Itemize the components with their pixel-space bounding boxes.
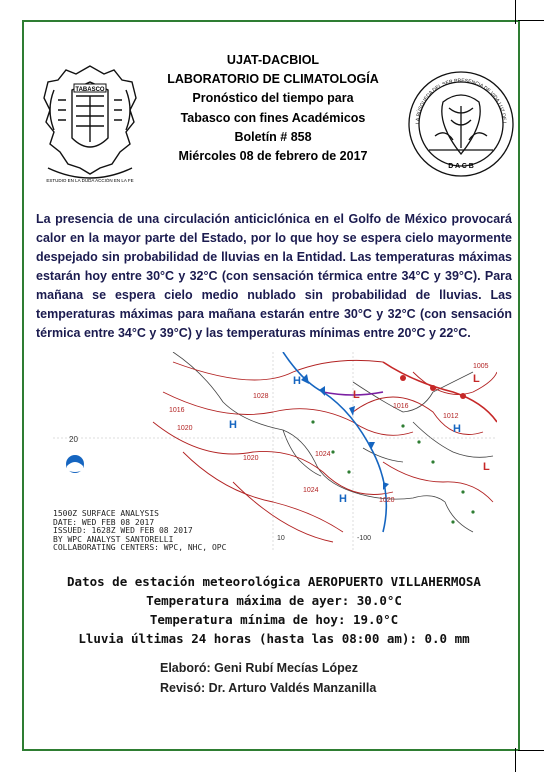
coastline-lines <box>173 352 493 532</box>
low-pressure-center: L <box>353 389 360 401</box>
high-pressure-center: H <box>339 493 347 505</box>
seal-motto-text: ESTUDIO EN LA DUDA ACCIÓN EN LA FE <box>46 178 134 183</box>
warm-front-semicircles <box>400 375 466 399</box>
map-caption-line: DATE: WED FEB 08 2017 <box>53 517 155 527</box>
station-plots <box>311 420 474 523</box>
map-caption-line: 1500Z SURFACE ANALYSIS <box>53 509 159 518</box>
institution-name: UJAT-DACBIOL <box>226 53 320 67</box>
forecast-paragraph: La presencia de una circulación anticiclónica en el Golfo de México provocará calor en la mayor parte del Estado, por lo que hoy se espera cielo mayormente despejado sin probabilidad de lluvias en la Entidad. Las temperaturas máximas estarán hoy entre 30°C y 32°C (con sensación térmica entre 34°C y 39°C). Para mañana se espera cielo medio nublado sin probabilidad de lluvias. Las temperaturas máximas para mañana estarán entre 30°C y 32°C (con sensación térmica entre 34°C y 39°C) y las temperaturas mínimas entre 20°C y 22°C. <box>36 212 512 340</box>
forecast-title-line1: Pronóstico del tiempo para <box>192 91 354 106</box>
isobar-label: 1005 <box>473 363 489 370</box>
high-pressure-center: H <box>293 375 301 387</box>
low-pressure-center: L <box>483 461 490 473</box>
isobar-label: 1020 <box>177 425 193 432</box>
isobar-label: 1020 <box>379 497 395 504</box>
isobar-label: 1016 <box>169 407 185 414</box>
low-pressure-center: L <box>473 373 480 385</box>
bulletin-header <box>150 51 396 166</box>
isobar-label: 1024 <box>303 487 319 494</box>
seal-banner-text: TABASCO <box>75 87 105 93</box>
seal-arc-text: LA BÚSQUEDA DEL SER PRESENCIA DE VIDA LUZ DE L <box>414 77 508 125</box>
bulletin-date: Miércoles 08 de febrero de 2017 <box>178 149 368 164</box>
station-title: Datos de estación meteorológica AEROPUERTO VILLAHERMOSA <box>67 574 481 589</box>
latitude-label: 20 <box>69 435 78 444</box>
credits <box>160 659 376 698</box>
high-pressure-center: H <box>453 423 461 435</box>
isobar-label: 1016 <box>393 403 409 410</box>
map-caption-line: COLLABORATING CENTERS: WPC, NHC, OPC <box>53 543 227 552</box>
high-pressure-center: H <box>229 419 237 431</box>
longitude-label: 10 <box>277 535 285 542</box>
lab-name: LABORATORIO DE CLIMATOLOGÍA <box>167 72 379 87</box>
min-temp-today: Temperatura mínima de hoy: 19.0°C <box>149 612 399 627</box>
dacbiol-seal-logo <box>405 58 517 190</box>
isobar-label: 1028 <box>253 393 269 400</box>
map-caption-line: ISSUED: 1628Z WED FEB 08 2017 <box>53 526 193 535</box>
rain-24h: Lluvia últimas 24 horas (hasta las 08:00 am): 0.0 mm <box>78 631 470 646</box>
isobar-label: 1012 <box>443 413 459 420</box>
isobar-label: 1024 <box>315 451 331 458</box>
elaborated-by: Elaboró: Geni Rubí Mecías López <box>160 661 358 675</box>
isobar-label: 1020 <box>243 455 259 462</box>
seal-bottom-text: D A C B <box>448 163 474 170</box>
map-caption <box>53 510 226 552</box>
ujat-seal-logo <box>36 60 144 190</box>
crop-mark <box>515 748 516 772</box>
reviewed-by: Revisó: Dr. Arturo Valdés Manzanilla <box>160 680 377 695</box>
noaa-logo-icon <box>66 455 84 473</box>
crop-mark <box>518 20 544 21</box>
front-lines <box>283 352 497 532</box>
surface-analysis-map <box>53 352 497 552</box>
crop-mark <box>518 750 544 751</box>
longitude-label: -100 <box>357 535 372 542</box>
station-data <box>36 572 512 648</box>
bulletin-number: Boletín # 858 <box>234 129 312 144</box>
max-temp-yesterday: Temperatura máxima de ayer: 30.0°C <box>146 593 402 608</box>
forecast-title-line2: Tabasco con fines Académicos <box>180 110 366 125</box>
crop-mark <box>515 0 516 24</box>
map-caption-line: BY WPC ANALYST SANTORELLI <box>53 534 174 544</box>
